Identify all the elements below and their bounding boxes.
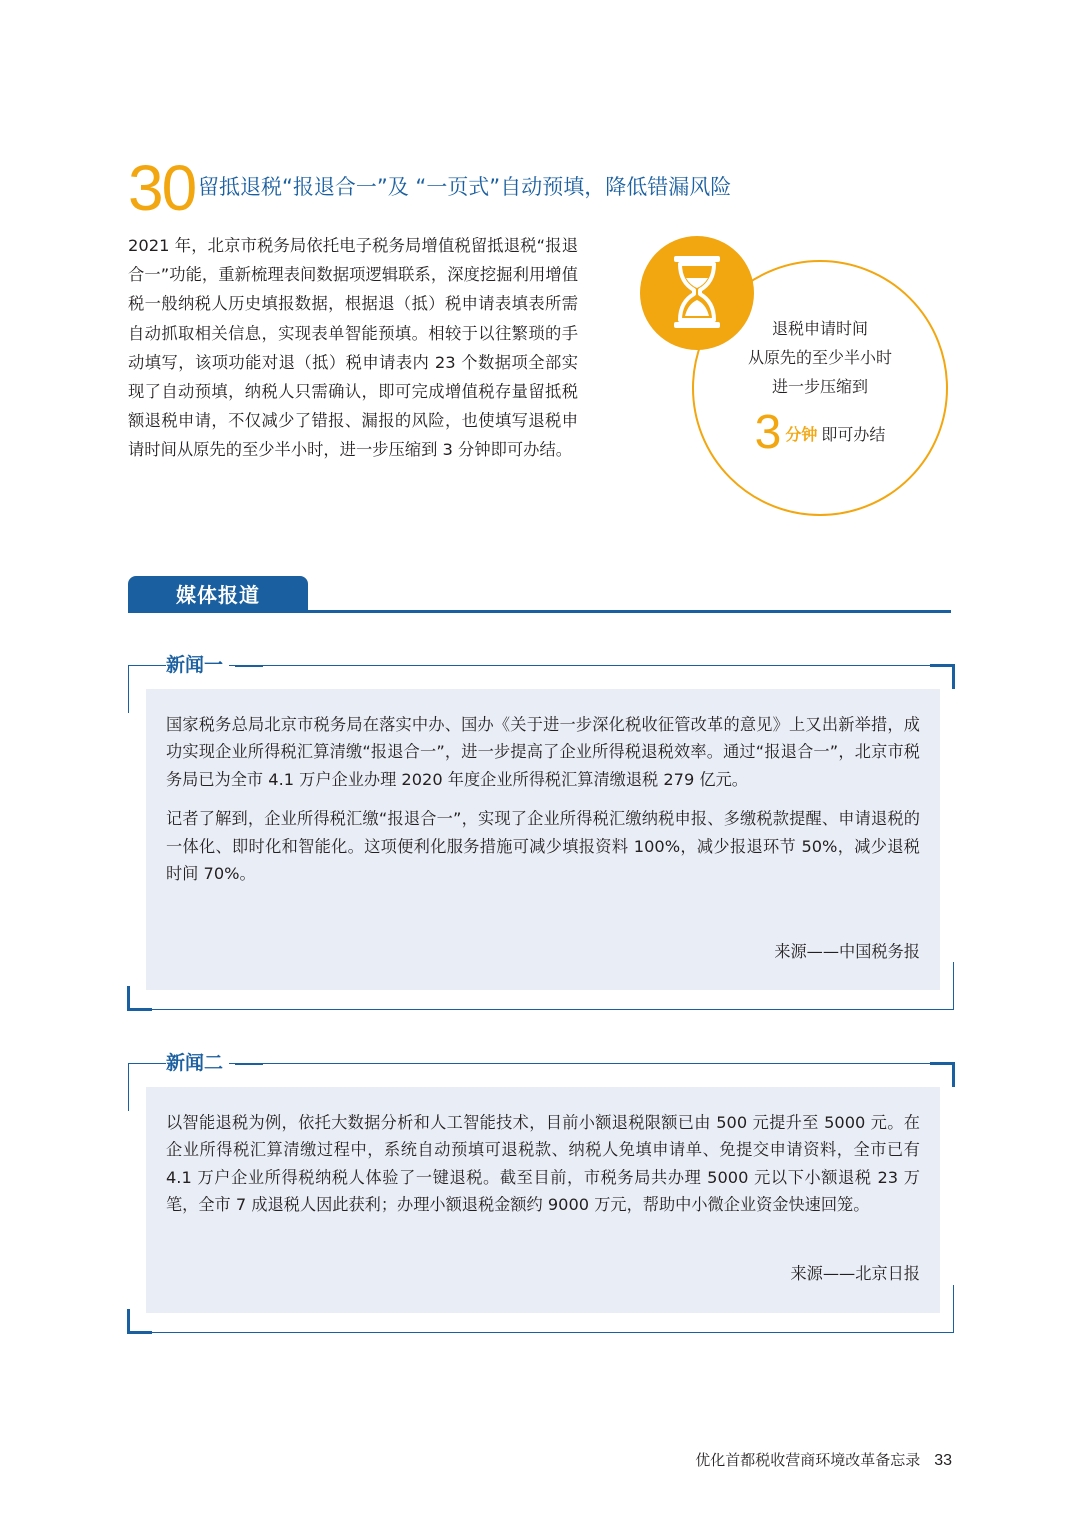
news-paragraph: 以智能退税为例，依托大数据分析和人工智能技术，目前小额退税限额已由 500 元提升至 5000 元。在企业所得税汇算清缴过程中，系统自动预填可退税款、纳税人免填申请单、免提交申请资料，全市已有 4.1 万户企业所得税纳税人体验了一键退税。截至目前，市税务局共办理 5000 元以下小额退税 23 万笔，全市 7 成退税人因此获利；办理小额退税金额约 9000 万元，帮助中小微企业资金快速回笼。 — [166, 1113, 920, 1215]
section-title: 留抵退税“报退合一”及 “一页式”自动预填，降低错漏风险 — [198, 175, 732, 199]
callout-suffix: 即可办结 — [821, 424, 886, 444]
news-card-1 — [128, 654, 954, 1010]
hourglass-icon — [672, 254, 722, 330]
news-title: 新闻一 — [166, 652, 229, 678]
callout-line-3: 进一步压缩到 — [771, 377, 868, 396]
frame-corner — [930, 664, 955, 689]
news-paragraph: 记者了解到，企业所得税汇缴“报退合一”，实现了企业所得税汇缴纳税申报、多缴税款提醒、申请退税的一体化、即时化和智能化。这项便利化服务措施可减少填报资料 100%，减少报退环节 50%，减少退税时间 70%。 — [166, 809, 920, 884]
frame-corner — [930, 1062, 955, 1087]
section-number: 30 — [128, 152, 196, 224]
news-panel — [146, 689, 940, 990]
callout-line-2: 从原先的至少半小时 — [747, 348, 892, 367]
callout-stat — [720, 408, 920, 458]
callout-line-1: 退税申请时间 — [771, 319, 868, 338]
time-callout — [640, 236, 960, 526]
news-source: 来源——中国税务报 — [774, 942, 920, 961]
news-source: 来源——北京日报 — [790, 1264, 920, 1283]
news-panel — [146, 1087, 940, 1313]
media-heading: 媒体报道 — [176, 583, 260, 607]
news-title: 新闻二 — [166, 1050, 229, 1076]
media-heading-tab — [128, 576, 308, 612]
media-divider — [128, 610, 951, 613]
news-body — [166, 1109, 920, 1231]
footer-title: 优化首都税收营商环境改革备忘录 — [695, 1451, 921, 1469]
page-number: 33 — [934, 1452, 952, 1469]
intro-paragraph: 2021 年，北京市税务局依托电子税务局增值税留抵退税“报退合一”功能，重新梳理表间数据项逻辑联系，深度挖掘利用增值税一般纳税人历史填报数据，根据退（抵）税申请表填表所需自动抓取相关信息，实现表单智能预填。相较于以往繁琐的手动填写，该项功能对退（抵）税申请表内 23 个数据项全部实现了自动预填，纳税人只需确认，即可完成增值税存量留抵税额退税申请，不仅减少了错报、漏报的风险，也使填写退税申请时间从原先的至少半小时，进一步压缩到 3 分钟即可办结。 — [128, 236, 578, 460]
callout-big-number: 3 — [754, 406, 782, 459]
news-body — [166, 711, 920, 899]
section-heading — [128, 152, 948, 224]
page-footer — [695, 1448, 952, 1473]
callout-unit: 分钟 — [785, 424, 818, 444]
news-card-2 — [128, 1052, 954, 1333]
news-paragraph: 国家税务总局北京市税务局在落实中办、国办《关于进一步深化税收征管改革的意见》上又出新举措，成功实现企业所得税汇算清缴“报退合一”，进一步提高了企业所得税退税效率。通过“报退合一”，北京市税务局已为全市 4.1 万户企业办理 2020 年度企业所得税汇算清缴退税 279 亿元。 — [166, 715, 920, 789]
